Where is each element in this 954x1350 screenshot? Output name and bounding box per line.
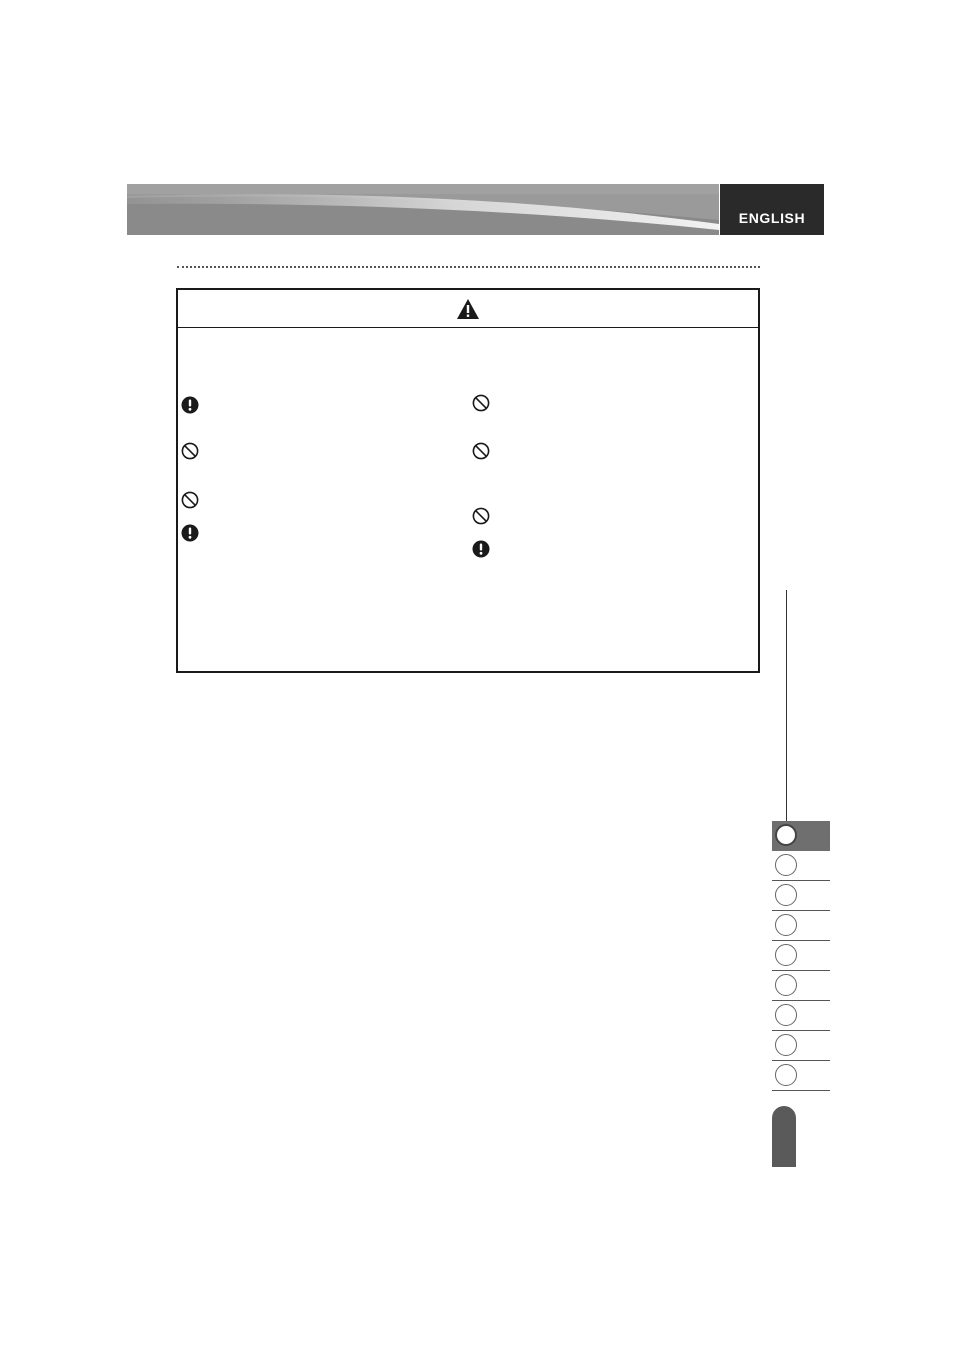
thumb-index-tab[interactable] bbox=[772, 1106, 796, 1167]
caution-box bbox=[176, 288, 760, 673]
header-swoosh bbox=[127, 184, 719, 235]
chapter-circle-icon bbox=[775, 884, 797, 906]
prohibited-icon bbox=[472, 442, 490, 460]
chapter-tab-8[interactable] bbox=[772, 1031, 830, 1061]
chapter-tab-4[interactable] bbox=[772, 911, 830, 941]
chapter-tab-1[interactable] bbox=[772, 821, 830, 851]
chapter-circle-icon bbox=[775, 1064, 797, 1086]
language-tab-label: ENGLISH bbox=[738, 210, 806, 226]
language-tab-english bbox=[720, 184, 824, 235]
mandatory-icon bbox=[181, 524, 199, 542]
side-tab-connector-line bbox=[786, 590, 787, 822]
caution-heading bbox=[178, 290, 758, 328]
prohibited-icon bbox=[472, 394, 490, 412]
chapter-circle-icon bbox=[775, 854, 797, 876]
chapter-circle-icon bbox=[775, 974, 797, 996]
mandatory-icon bbox=[181, 396, 199, 414]
chapter-circle-icon bbox=[775, 944, 797, 966]
chapter-tab-5[interactable] bbox=[772, 941, 830, 971]
chapter-circle-icon bbox=[775, 1034, 797, 1056]
chapter-tab-7[interactable] bbox=[772, 1001, 830, 1031]
chapter-circle-icon bbox=[775, 1004, 797, 1026]
mandatory-icon bbox=[472, 540, 490, 558]
chapter-tab-3[interactable] bbox=[772, 881, 830, 911]
chapter-tabs bbox=[772, 821, 830, 1091]
prohibited-icon bbox=[472, 507, 490, 525]
chapter-circle-icon bbox=[775, 824, 797, 846]
chapter-circle-icon bbox=[775, 914, 797, 936]
prohibited-icon bbox=[181, 442, 199, 460]
chapter-tab-9[interactable] bbox=[772, 1061, 830, 1091]
chapter-tab-2[interactable] bbox=[772, 851, 830, 881]
dotted-separator bbox=[177, 266, 760, 268]
chapter-tab-6[interactable] bbox=[772, 971, 830, 1001]
warning-triangle-icon bbox=[456, 298, 480, 320]
header-band bbox=[127, 184, 719, 235]
prohibited-icon bbox=[181, 491, 199, 509]
